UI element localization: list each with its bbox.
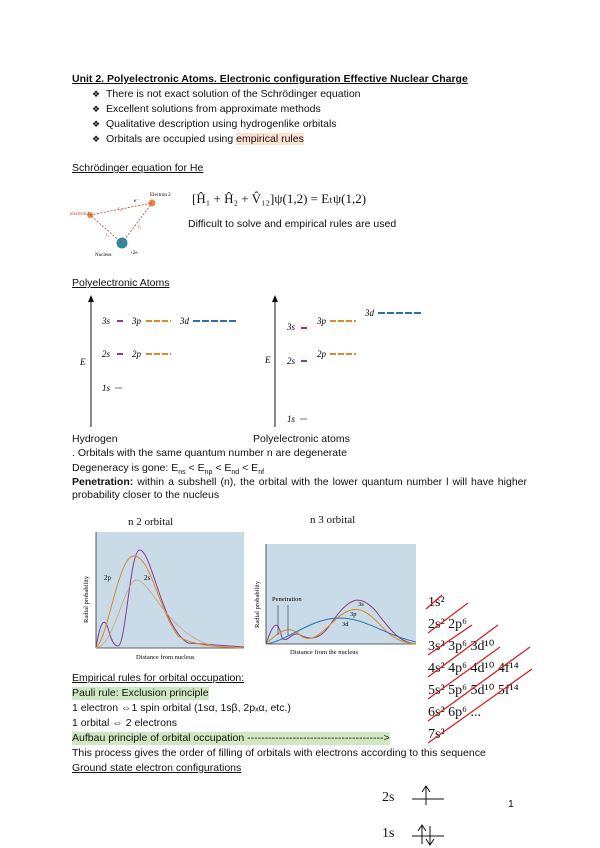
graph2-label-3d: 3d [342, 621, 349, 628]
energy-axis-label: E [265, 355, 271, 365]
aufbau-row: 6s² 6p⁶ ... [428, 705, 482, 720]
helium-atom-diagram [70, 188, 185, 260]
level-3d-label: 3d [365, 308, 374, 318]
graph2-label-3s: 3s [358, 601, 364, 608]
aufbau-arrow [428, 603, 468, 633]
level-2p-label: 2p [317, 349, 326, 359]
graph2-background [266, 544, 416, 644]
ground-state-heading: Ground state electron configurations [72, 762, 242, 774]
graph-n2-orbital [78, 528, 258, 663]
difficult-text: Difficult to solve and empirical rules are used [188, 218, 397, 230]
config-1s-label: 1s [382, 826, 395, 841]
level-3d-label: 3d [180, 316, 189, 326]
level-2s-label: 2s [287, 356, 296, 366]
bullet-item: ❖ Orbitals are occupied using empirical rules [92, 133, 304, 145]
schrodinger-heading: Schrödinger equation for He [72, 162, 204, 174]
degenerate-line: . Orbitals with the same quantum number n are degenerate [72, 447, 347, 459]
r1-line [90, 215, 122, 243]
aufbau-arrow [428, 625, 498, 677]
aufbau-row: 4s² 4p⁶ 4d¹⁰ 4f¹⁴ [428, 661, 519, 676]
aufbau-arrow [426, 595, 442, 609]
r2-line [122, 203, 152, 243]
bullet-item: ❖ Qualitative description using hydrogenlike orbitals [92, 118, 337, 130]
poly-energy-diagram [262, 295, 432, 430]
process-line: This process gives the order of filling of orbitals with electrons according to this sequence [72, 747, 486, 759]
nucleus-label: Nucleus [95, 253, 112, 258]
penetration-label: Penetration [272, 596, 302, 603]
hydrogen-energy-diagram [75, 295, 245, 430]
page-number: 1 [508, 798, 514, 810]
level-2p-label: 2p [132, 349, 141, 359]
page-heading: Unit 2. Polyelectronic Atoms. Electronic configuration Effective Nuclear Charge [72, 73, 468, 85]
level-3p-label: 3p [132, 316, 141, 326]
e-label: e⁻ [134, 199, 139, 204]
electron1-label: electron 1 [70, 212, 90, 217]
electron2-label: Electron 2 [150, 193, 171, 198]
graph1-ylabel: Radial probability [83, 575, 90, 623]
level-1s-label: 1s [102, 383, 111, 393]
graph2-ylabel: Radial probability [254, 580, 261, 628]
graph1-xlabel: Distance from nucleus [136, 654, 195, 661]
graph2-label-3p: 3p [350, 611, 357, 618]
poly-heading: Polyelectronic Atoms [72, 277, 170, 289]
graph1-label-2s: 2s [144, 574, 151, 582]
poly-label: Polyelectronic atoms [253, 433, 350, 445]
level-3p-label: 3p [317, 316, 326, 326]
hydrogen-label: Hydrogen [72, 433, 118, 445]
graph1-title: n 2 orbital [128, 516, 174, 528]
diamond-bullet-icon: ❖ [92, 104, 101, 114]
aufbau-row: 5s² 5p⁶ 5d¹⁰ 5f¹⁴ [428, 683, 519, 698]
aufbau-row: 7s² [428, 727, 445, 742]
penetration-paragraph: Penetration: within a subshell (n), the orbital with the lower quantum number l will have higher probability closer to the nucleus [72, 476, 527, 501]
r1-label: r₁ [106, 233, 110, 238]
level-2s-label: 2s [102, 349, 111, 359]
aufbau-row: 2s² 2p⁶ [428, 617, 468, 632]
highlight-empirical-rules: empirical rules [236, 133, 304, 145]
diamond-bullet-icon: ❖ [92, 134, 101, 144]
graph2-xlabel: Distance from the nucleus [290, 649, 359, 656]
schrodinger-equation: [Ĥ₁ + Ĥ₂ + V̂₁₂]ψ(1,2) = Eₜψ(1,2) [192, 191, 367, 206]
energy-axis-arrow-icon [272, 295, 278, 302]
config-2s-label: 2s [382, 790, 395, 805]
aufbau-arrow [428, 625, 472, 655]
graph-n3-orbital [250, 540, 420, 662]
orbital-electrons-line: 1 orbital ⇔ 2 electrons [72, 717, 178, 729]
level-3s-label: 3s [287, 322, 296, 332]
aufbau-principle: Aufbau principle of orbital occupation ---------------------------------------> [72, 732, 390, 744]
level-1s-label: 1s [287, 414, 296, 424]
r12-label: r₁₂ [118, 207, 124, 212]
aufbau-arrow [428, 669, 532, 743]
graph1-background [96, 532, 244, 648]
aufbau-row: 1s² [428, 595, 445, 610]
aufbau-arrow [428, 647, 530, 721]
r2-label: r₂ [138, 225, 142, 230]
diamond-bullet-icon: ❖ [92, 89, 101, 99]
bullet-item: ❖ There is not exact solution of the Schrödinger equation [92, 88, 361, 100]
energy-axis-label: E [80, 357, 86, 367]
pauli-rule: Pauli rule: Exclusion principle [72, 687, 209, 699]
energy-axis-arrow-icon [88, 295, 94, 302]
electron-spin-line: 1 electron ⇔1 spin orbital (1sα, 1sβ, 2pₓα, etc.) [72, 702, 291, 714]
charge-label: +2e [130, 251, 138, 256]
graph1-label-2p: 2p [104, 574, 111, 582]
aufbau-row: 3s² 3p⁶ 3d¹⁰ [428, 639, 495, 654]
empirical-heading: Empirical rules for orbital occupation: [72, 672, 245, 684]
diamond-bullet-icon: ❖ [92, 119, 101, 129]
level-3s-label: 3s [102, 316, 111, 326]
aufbau-arrow [428, 647, 500, 699]
aufbau-arrows [420, 585, 560, 745]
orbital-2s-diagram [408, 783, 448, 807]
orbital-1s-diagram [408, 822, 448, 848]
bullet-item: ❖ Excellent solutions from approximate methods [92, 103, 321, 115]
graph2-title: n 3 orbital [310, 514, 356, 526]
degeneracy-line: Degeneracy is gone: $E_{ns} < E_{np} < E_{nd} < E_{nf}$ [72, 462, 265, 477]
